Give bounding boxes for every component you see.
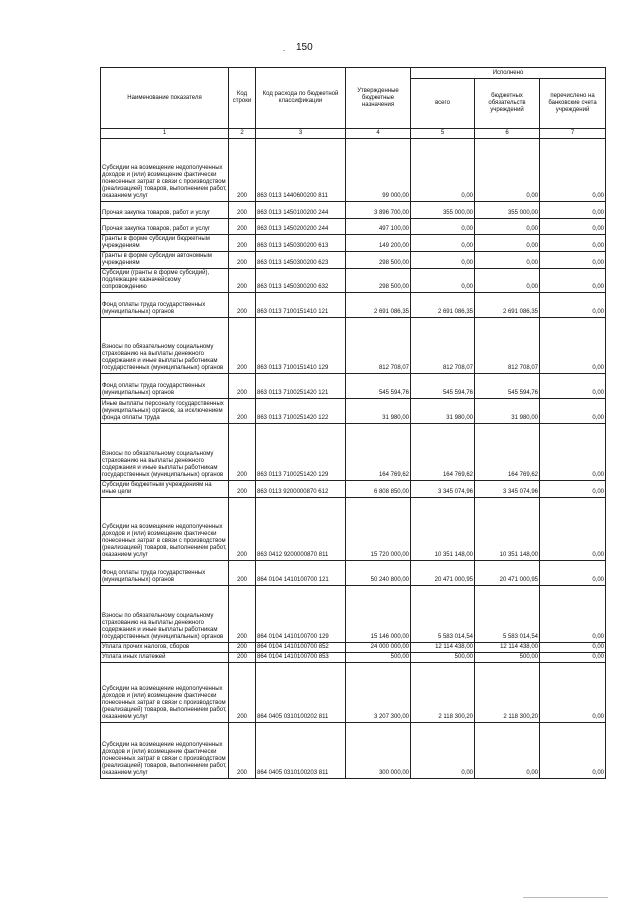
row-executed-total: 0,00	[411, 139, 475, 202]
row-line-code: 200	[229, 723, 256, 779]
row-line-code: 200	[229, 293, 256, 318]
header-total: всего	[411, 79, 475, 129]
row-name: Фонд оплаты труда государственных (муниципальных) органов	[101, 561, 229, 586]
table-row	[101, 235, 606, 252]
row-name: Субсидии на возмещение недополученных доходов и (или) возмещение фактически понесенных затрат в связи с производством (реализацией) товаров, выполнением работ, оказанием услуг	[101, 723, 229, 779]
row-budget-obligations: 3 345 074,96	[475, 481, 540, 498]
row-line-code: 200	[229, 202, 256, 219]
row-approved: 545 594,76	[346, 374, 411, 399]
row-executed-total: 500,00	[411, 653, 475, 663]
row-budget-code: 864 0405 0310100203 811	[256, 723, 346, 779]
row-executed-total: 812 708,07	[411, 318, 475, 374]
budget-execution-table	[100, 67, 606, 779]
row-executed-total: 0,00	[411, 235, 475, 252]
row-bank-transfers: 0,00	[540, 561, 606, 586]
row-line-code: 200	[229, 252, 256, 269]
row-approved: 298 500,00	[346, 269, 411, 293]
row-budget-code: 863 0113 1450300200 632	[256, 269, 346, 293]
row-budget-code: 864 0104 1410100700 853	[256, 653, 346, 663]
row-budget-code: 863 0113 1450300200 623	[256, 252, 346, 269]
row-approved: 15 720 000,00	[346, 498, 411, 561]
header-approved: Утвержденные бюджетные назначения	[346, 68, 411, 129]
row-line-code: 200	[229, 643, 256, 653]
row-budget-code: 863 0113 1450300200 613	[256, 235, 346, 252]
header-budget-code: Код расхода по бюджетной классификации	[256, 68, 346, 129]
row-executed-total: 5 583 014,54	[411, 586, 475, 643]
row-approved: 3 207 300,00	[346, 663, 411, 723]
table-row	[101, 481, 606, 498]
row-budget-code: 863 0113 1450100200 244	[256, 202, 346, 219]
row-executed-total: 0,00	[411, 723, 475, 779]
row-budget-code: 864 0405 0310100202 811	[256, 663, 346, 723]
row-line-code: 200	[229, 318, 256, 374]
row-name: Субсидии на возмещение недополученных доходов и (или) возмещение фактически понесенных затрат в связи с производством (реализацией) товаров, выполнением работ, оказанием услуг	[101, 139, 229, 202]
table-row	[101, 269, 606, 293]
row-approved: 3 896 700,00	[346, 202, 411, 219]
column-number-row	[101, 129, 606, 139]
row-bank-transfers: 0,00	[540, 219, 606, 235]
row-name: Уплата иных платежей	[101, 653, 229, 663]
table-row	[101, 643, 606, 653]
row-bank-transfers: 0,00	[540, 481, 606, 498]
table-row	[101, 399, 606, 424]
column-number: 5	[411, 129, 475, 139]
row-bank-transfers: 0,00	[540, 723, 606, 779]
row-bank-transfers: 0,00	[540, 139, 606, 202]
row-approved: 300 000,00	[346, 723, 411, 779]
page-number: 150	[296, 42, 313, 53]
row-budget-obligations: 2 118 300,20	[475, 663, 540, 723]
row-bank-transfers: 0,00	[540, 318, 606, 374]
header-line-code: Код строки	[229, 68, 256, 129]
row-line-code: 200	[229, 219, 256, 235]
row-name: Субсидии на возмещение недополученных доходов и (или) возмещение фактически понесенных затрат в связи с производством (реализацией) товаров, выполнением работ, оказанием услуг	[101, 498, 229, 561]
row-line-code: 200	[229, 235, 256, 252]
row-name: Субсидии на возмещение недополученных доходов и (или) возмещение фактически понесенных затрат в связи с производством (реализацией) товаров, выполнением работ, оказанием услуг	[101, 663, 229, 723]
row-bank-transfers: 0,00	[540, 235, 606, 252]
row-budget-obligations: 0,00	[475, 219, 540, 235]
row-name: Взносы по обязательному социальному страхованию на выплаты денежного содержания и иные выплаты работникам государственных (муниципальных) органов	[101, 424, 229, 481]
row-budget-obligations: 0,00	[475, 252, 540, 269]
column-number: 2	[229, 129, 256, 139]
row-bank-transfers: 0,00	[540, 399, 606, 424]
row-approved: 500,00	[346, 653, 411, 663]
row-approved: 6 808 850,00	[346, 481, 411, 498]
row-budget-obligations: 164 769,62	[475, 424, 540, 481]
row-approved: 50 240 800,00	[346, 561, 411, 586]
row-executed-total: 12 114 438,00	[411, 643, 475, 653]
row-bank-transfers: 0,00	[540, 269, 606, 293]
table-row	[101, 424, 606, 481]
row-budget-obligations: 0,00	[475, 235, 540, 252]
table-row	[101, 293, 606, 318]
column-number: 4	[346, 129, 411, 139]
row-budget-obligations: 0,00	[475, 723, 540, 779]
row-executed-total: 0,00	[411, 219, 475, 235]
row-approved: 2 691 086,35	[346, 293, 411, 318]
row-line-code: 200	[229, 139, 256, 202]
row-executed-total: 2 118 300,20	[411, 663, 475, 723]
row-budget-obligations: 31 980,00	[475, 399, 540, 424]
row-line-code: 200	[229, 586, 256, 643]
row-bank-transfers: 0,00	[540, 643, 606, 653]
header-name: Наименование показателя	[101, 68, 229, 129]
row-bank-transfers: 0,00	[540, 374, 606, 399]
row-executed-total: 0,00	[411, 269, 475, 293]
row-approved: 99 000,00	[346, 139, 411, 202]
row-budget-code: 863 0113 1450200200 244	[256, 219, 346, 235]
row-name: Фонд оплаты труда государственных (муниципальных) органов	[101, 374, 229, 399]
table-row	[101, 663, 606, 723]
row-line-code: 200	[229, 653, 256, 663]
row-bank-transfers: 0,00	[540, 586, 606, 643]
row-bank-transfers: 0,00	[540, 293, 606, 318]
row-budget-code: 863 0113 1440600200 811	[256, 139, 346, 202]
row-budget-code: 864 0104 1410100700 121	[256, 561, 346, 586]
row-name: Иные выплаты персоналу государственных (муниципальных) органов, за исключением фонда оплаты труда	[101, 399, 229, 424]
page-mark: .	[283, 44, 286, 53]
row-budget-obligations: 0,00	[475, 139, 540, 202]
table-row	[101, 561, 606, 586]
row-name: Уплата прочих налогов, сборов	[101, 643, 229, 653]
row-budget-code: 863 0113 7100251420 129	[256, 424, 346, 481]
table-row	[101, 252, 606, 269]
header-budget-obligations: бюджетных обязательств учреждений	[475, 79, 540, 129]
row-line-code: 200	[229, 561, 256, 586]
row-executed-total: 3 345 074,96	[411, 481, 475, 498]
row-approved: 298 500,00	[346, 252, 411, 269]
row-name: Прочая закупка товаров, работ и услуг	[101, 219, 229, 235]
row-approved: 164 769,62	[346, 424, 411, 481]
row-name: Прочая закупка товаров, работ и услуг	[101, 202, 229, 219]
row-budget-code: 863 0412 9200000870 811	[256, 498, 346, 561]
row-budget-obligations: 545 594,76	[475, 374, 540, 399]
row-executed-total: 10 351 148,00	[411, 498, 475, 561]
row-line-code: 200	[229, 498, 256, 561]
table-row	[101, 318, 606, 374]
row-approved: 497 100,00	[346, 219, 411, 235]
row-executed-total: 0,00	[411, 252, 475, 269]
row-budget-obligations: 812 708,07	[475, 318, 540, 374]
table-row	[101, 498, 606, 561]
row-line-code: 200	[229, 399, 256, 424]
row-executed-total: 164 769,62	[411, 424, 475, 481]
row-budget-obligations: 5 583 014,54	[475, 586, 540, 643]
row-budget-obligations: 12 114 438,00	[475, 643, 540, 653]
row-bank-transfers: 0,00	[540, 663, 606, 723]
table-row	[101, 653, 606, 663]
row-budget-obligations: 2 691 086,35	[475, 293, 540, 318]
row-bank-transfers: 0,00	[540, 498, 606, 561]
row-bank-transfers: 0,00	[540, 202, 606, 219]
row-budget-obligations: 0,00	[475, 269, 540, 293]
row-budget-code: 864 0104 1410100700 852	[256, 643, 346, 653]
row-budget-code: 863 0113 7100251420 121	[256, 374, 346, 399]
row-name: Гранты в форме субсидии автономным учреждениям	[101, 252, 229, 269]
row-name: Субсидии бюджетным учреждениям на иные цели	[101, 481, 229, 498]
row-line-code: 200	[229, 374, 256, 399]
row-approved: 24 000 000,00	[346, 643, 411, 653]
table-row	[101, 374, 606, 399]
row-executed-total: 31 980,00	[411, 399, 475, 424]
row-approved: 15 146 000,00	[346, 586, 411, 643]
row-line-code: 200	[229, 424, 256, 481]
row-name: Фонд оплаты труда государственных (муниципальных) органов	[101, 293, 229, 318]
row-bank-transfers: 0,00	[540, 653, 606, 663]
row-budget-obligations: 355 000,00	[475, 202, 540, 219]
row-name: Взносы по обязательному социальному страхованию на выплаты денежного содержания и иные выплаты работникам государственных (муниципальных) органов	[101, 586, 229, 643]
row-name: Взносы по обязательному социальному страхованию на выплаты денежного содержания и иные выплаты работникам государственных (муниципальных) органов	[101, 318, 229, 374]
row-executed-total: 355 000,00	[411, 202, 475, 219]
table-row	[101, 139, 606, 202]
row-executed-total: 545 594,76	[411, 374, 475, 399]
divider	[523, 897, 608, 898]
column-number: 6	[475, 129, 540, 139]
row-name: Субсидии (гранты в форме субсидий), подлежащие казначейскому сопровождению	[101, 269, 229, 293]
column-number: 7	[540, 129, 606, 139]
column-number: 3	[256, 129, 346, 139]
row-line-code: 200	[229, 663, 256, 723]
row-name: Гранты в форме субсидии бюджетным учреждениям	[101, 235, 229, 252]
header-bank-transfers: перечислено на банковские счета учреждений	[540, 79, 606, 129]
row-line-code: 200	[229, 269, 256, 293]
header-executed: Исполнено	[411, 68, 606, 79]
table-row	[101, 202, 606, 219]
table-row	[101, 586, 606, 643]
row-executed-total: 20 471 000,95	[411, 561, 475, 586]
row-approved: 812 708,07	[346, 318, 411, 374]
row-budget-code: 863 0113 7100151410 121	[256, 293, 346, 318]
row-budget-code: 863 0113 9200000870 612	[256, 481, 346, 498]
row-budget-obligations: 500,00	[475, 653, 540, 663]
row-budget-obligations: 20 471 000,95	[475, 561, 540, 586]
row-bank-transfers: 0,00	[540, 252, 606, 269]
table-row	[101, 723, 606, 779]
row-budget-obligations: 10 351 148,00	[475, 498, 540, 561]
row-budget-code: 863 0113 7100251420 122	[256, 399, 346, 424]
row-budget-code: 864 0104 1410100700 129	[256, 586, 346, 643]
table-row	[101, 219, 606, 235]
row-budget-code: 863 0113 7100151410 129	[256, 318, 346, 374]
row-executed-total: 2 691 086,35	[411, 293, 475, 318]
row-bank-transfers: 0,00	[540, 424, 606, 481]
row-line-code: 200	[229, 481, 256, 498]
row-approved: 149 200,00	[346, 235, 411, 252]
column-number: 1	[101, 129, 229, 139]
row-approved: 31 980,00	[346, 399, 411, 424]
